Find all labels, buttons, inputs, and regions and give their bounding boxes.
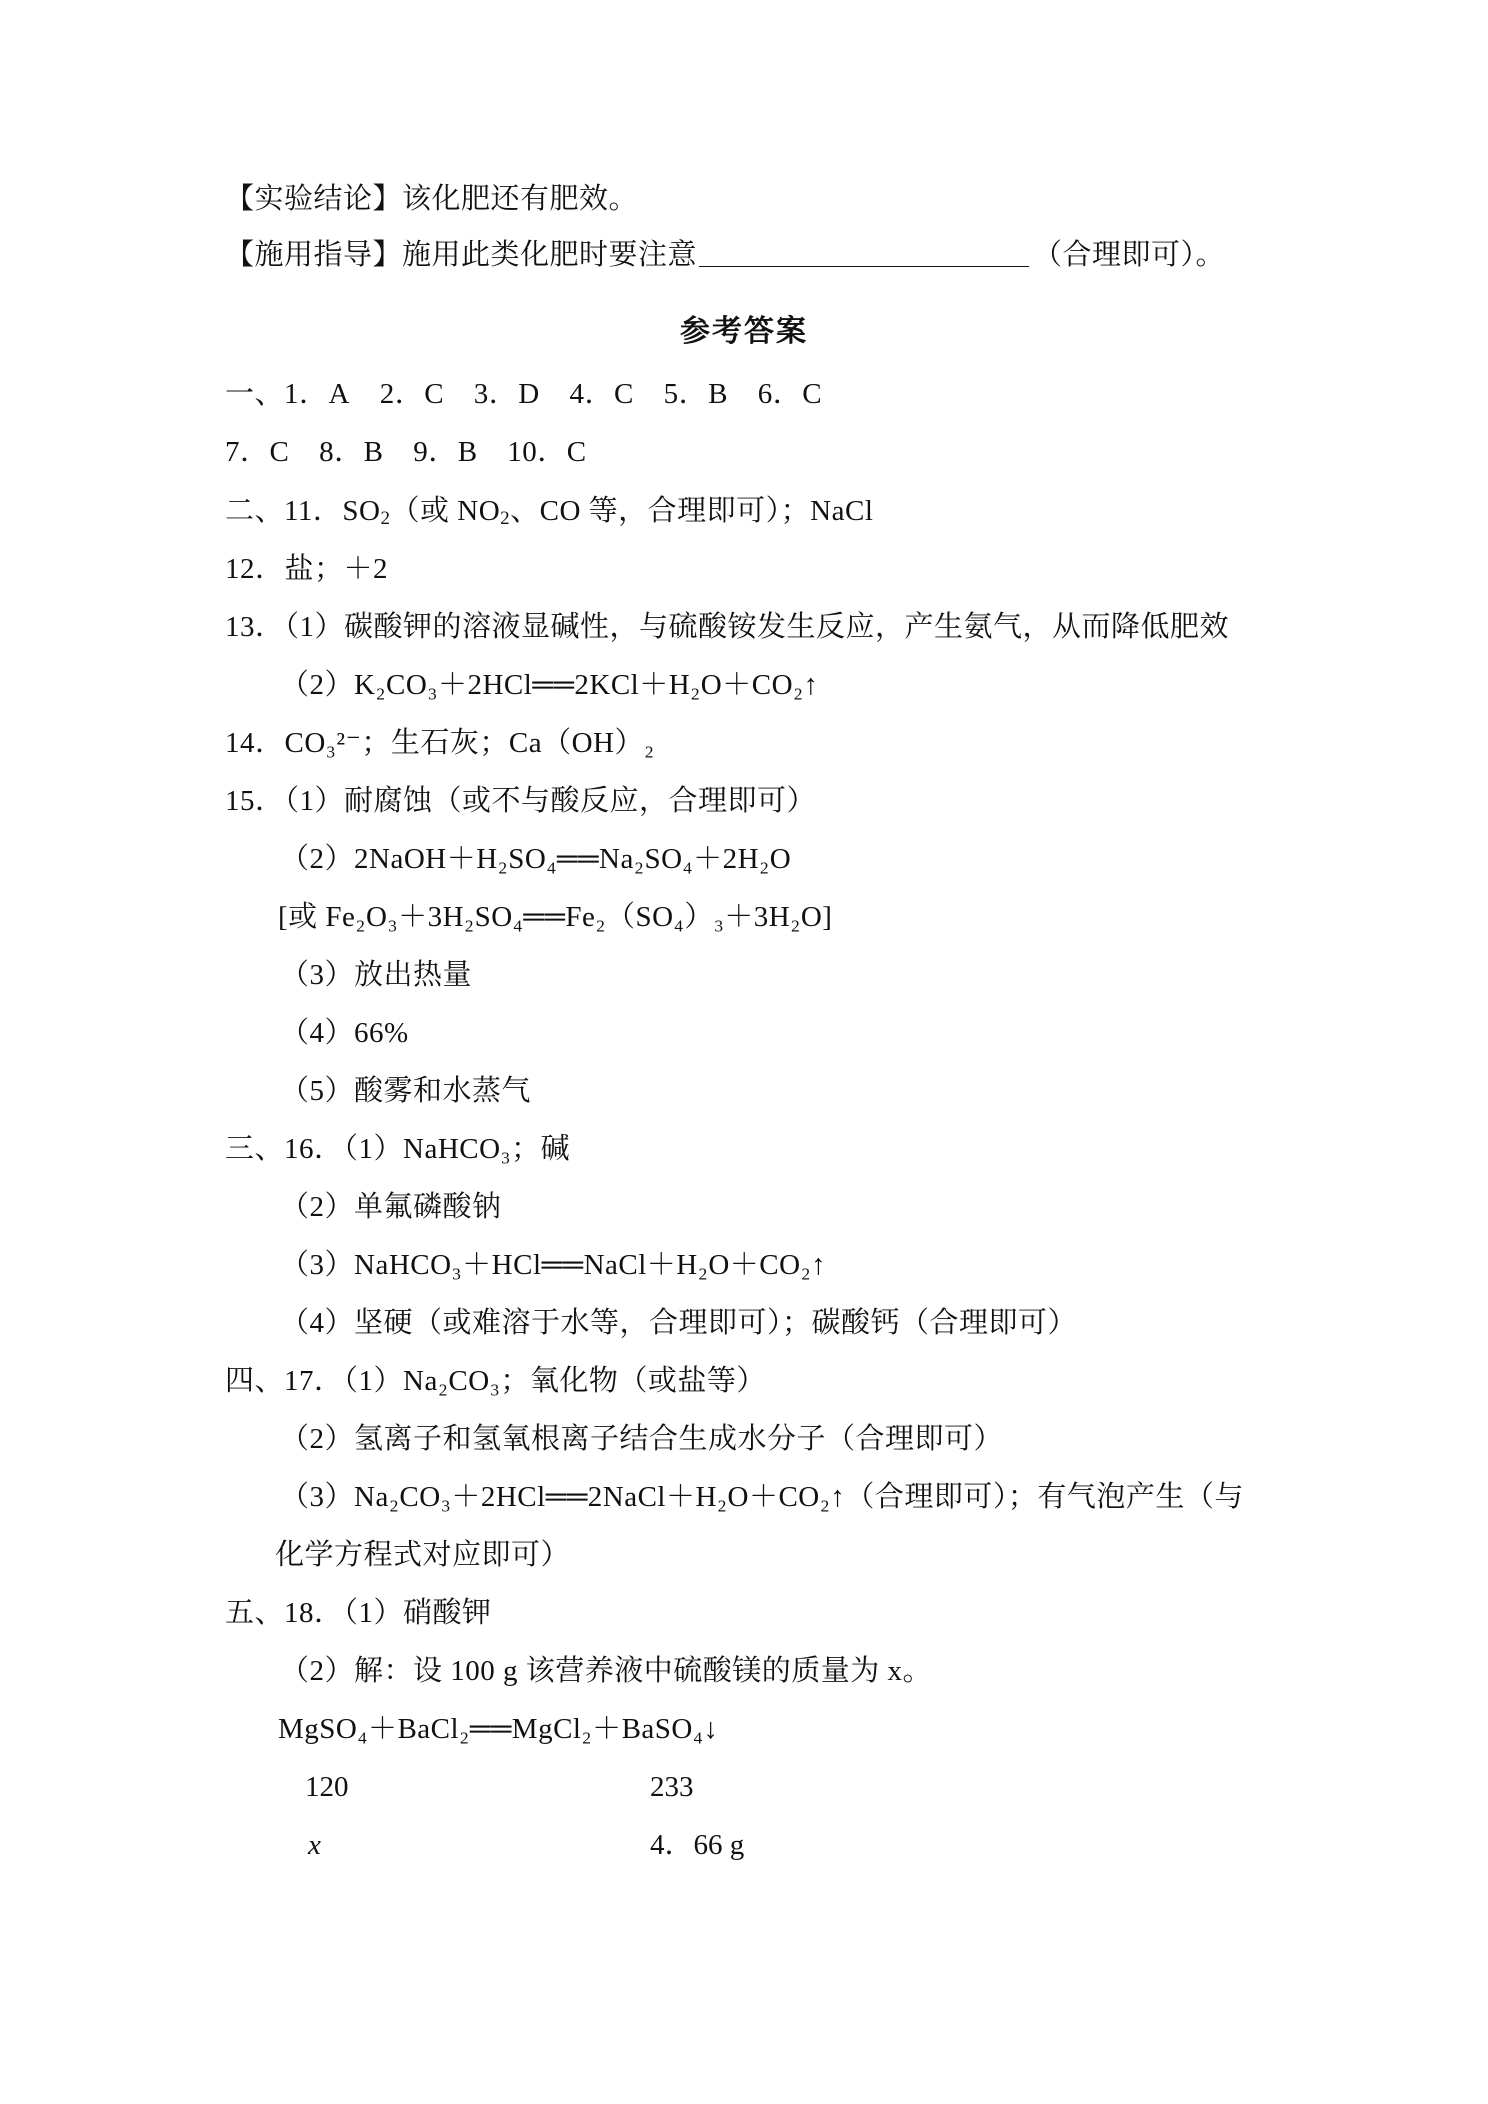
answer-18-2: （2）解：设 100 g 该营养液中硫酸镁的质量为 x。 <box>280 1655 933 1687</box>
unknown-x: x <box>308 1829 321 1861</box>
answer-item: 2．C <box>379 378 445 410</box>
answer-15-2: （2）2NaOH＋H₂SO₄══Na₂SO₄＋2H₂O <box>280 843 792 875</box>
guidance-prefix: 【施用指导】施用此类化肥时要注意 <box>225 239 698 271</box>
answer-12: 12．盐；＋2 <box>225 553 389 585</box>
answer-11 <box>225 492 873 530</box>
answer-16-2: （2）单氟磷酸钠 <box>280 1191 502 1223</box>
answer-item: 3．D <box>473 378 540 410</box>
subscript: 2 <box>500 508 511 529</box>
answer-item: 10．C <box>507 436 587 468</box>
molar-mass-mgso4: 120 <box>305 1771 349 1803</box>
answer-17-3-cont: 化学方程式对应即可） <box>275 1539 571 1571</box>
guidance-line <box>225 236 1225 274</box>
answer-16-3: （3）NaHCO₃＋HCl══NaCl＋H₂O＋CO₂↑ <box>280 1249 827 1281</box>
answer-13-2: （2）K₂CO₃＋2HCl══2KCl＋H₂O＋CO₂↑ <box>280 669 819 701</box>
answer-15-4: （4）66% <box>280 1017 409 1049</box>
answer-11-text-a: 二、11．SO <box>225 495 381 527</box>
guidance-suffix: （合理即可）。 <box>1033 239 1226 271</box>
answer-15-2-alt: [或 Fe₂O₃＋3H₂SO₄══Fe₂（SO₄）₃＋3H₂O] <box>278 901 833 933</box>
molar-mass-baso4: 233 <box>650 1771 694 1803</box>
answer-item: 一、1．A <box>225 378 350 410</box>
answer-13-1: 13．（1）碳酸钾的溶液显碱性，与硫酸铵发生反应，产生氨气，从而降低肥效 <box>225 611 1230 643</box>
answer-11-text-c: 、CO 等，合理即可）；NaCl <box>510 495 874 527</box>
conclusion-line: 【实验结论】该化肥还有肥效。 <box>225 183 639 215</box>
answer-18-equation: MgSO₄＋BaCl₂══MgCl₂＋BaSO₄↓ <box>278 1713 719 1745</box>
subscript: 2 <box>380 508 391 529</box>
answer-15-5: （5）酸雾和水蒸气 <box>280 1075 532 1107</box>
answer-item: 7．C <box>225 436 290 468</box>
answer-item: 4．C <box>569 378 634 410</box>
answer-14: 14．CO₃²⁻；生石灰；Ca（OH）₂ <box>225 727 655 759</box>
answers-row-1 <box>225 375 822 413</box>
answer-15-3: （3）放出热量 <box>280 959 473 991</box>
page-title: 参考答案 <box>680 314 808 349</box>
answer-item: 8．B <box>319 436 384 468</box>
answer-18-1: 五、18．（1）硝酸钾 <box>225 1597 492 1629</box>
answer-16-4: （4）坚硬（或难溶于水等，合理即可）；碳酸钙（合理即可） <box>280 1307 1078 1339</box>
answer-15-1: 15．（1）耐腐蚀（或不与酸反应，合理即可） <box>225 785 817 817</box>
answers-row-2 <box>225 433 587 471</box>
answer-16-1: 三、16．（1）NaHCO₃；碱 <box>225 1133 571 1165</box>
answer-blank <box>699 240 1029 267</box>
answer-item: 9．B <box>413 436 478 468</box>
answer-item: 6．C <box>757 378 823 410</box>
answer-17-1: 四、17．（1）Na₂CO₃；氧化物（或盐等） <box>225 1365 766 1397</box>
answer-17-2: （2）氢离子和氢氧根离子结合生成水分子（合理即可） <box>280 1423 1004 1455</box>
answer-11-text-b: （或 NO <box>390 495 501 527</box>
answer-item: 5．B <box>663 378 728 410</box>
mass-baso4: 4．66 g <box>650 1829 745 1861</box>
answer-17-3: （3）Na₂CO₃＋2HCl══2NaCl＋H₂O＋CO₂↑（合理即可）；有气泡产生（与 <box>280 1481 1244 1513</box>
